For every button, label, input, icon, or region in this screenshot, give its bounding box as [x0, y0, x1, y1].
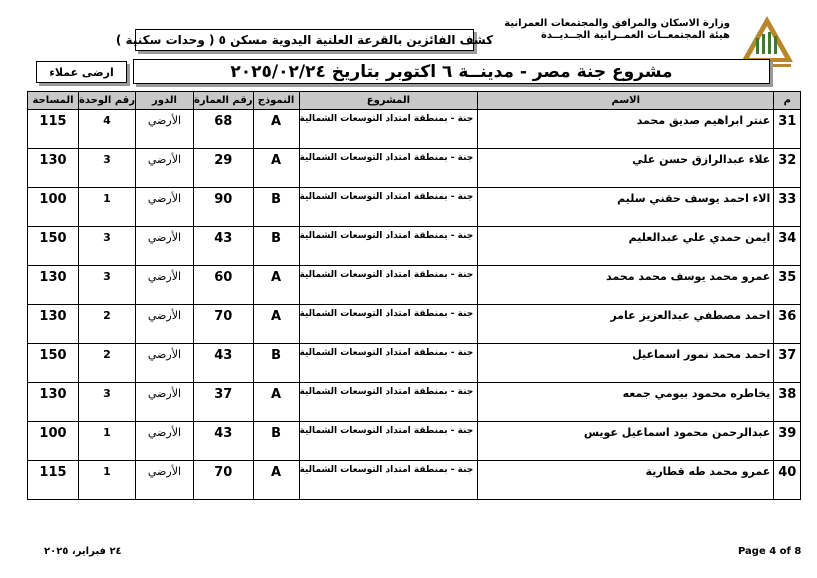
cell-num: 40: [774, 461, 801, 500]
table-row: [28, 188, 801, 227]
cell-floor: الأرضي: [135, 266, 193, 305]
cell-name: احمد محمد نمور اسماعيل: [478, 344, 774, 383]
cell-name: علاء عبدالرازق حسن علي: [478, 149, 774, 188]
cell-floor: الأرضي: [135, 227, 193, 266]
cell-project: جنة - بمنطقة امتداد التوسعات الشمالية: [299, 149, 478, 188]
table-header-row: [28, 92, 801, 110]
col-header-building: رقم العمارة: [193, 92, 253, 110]
cell-area: 150: [28, 344, 79, 383]
cell-name: عمرو محمد يوسف محمد محمد: [478, 266, 774, 305]
table-row: [28, 266, 801, 305]
page-number: Page 4 of 8: [738, 546, 802, 557]
cell-num: 36: [774, 305, 801, 344]
cell-unit: 2: [79, 344, 136, 383]
ministry-line-1: وزارة الاسكان والمرافق والمجتمعات العمرانية: [504, 18, 730, 29]
cell-project: جنة - بمنطقة امتداد التوسعات الشمالية: [299, 461, 478, 500]
cell-area: 130: [28, 305, 79, 344]
winners-table: [27, 91, 801, 500]
cell-project: جنة - بمنطقة امتداد التوسعات الشمالية: [299, 188, 478, 227]
col-header-model: النموذج: [253, 92, 299, 110]
cell-project: جنة - بمنطقة امتداد التوسعات الشمالية: [299, 383, 478, 422]
cell-name: الاء احمد يوسف حقني سليم: [478, 188, 774, 227]
table-row: [28, 422, 801, 461]
cell-floor: الأرضي: [135, 188, 193, 227]
cell-model: B: [253, 344, 299, 383]
cell-num: 34: [774, 227, 801, 266]
cell-project: جنة - بمنطقة امتداد التوسعات الشمالية: [299, 344, 478, 383]
cell-num: 38: [774, 383, 801, 422]
cell-floor: الأرضي: [135, 383, 193, 422]
cell-floor: الأرضي: [135, 422, 193, 461]
cell-unit: 3: [79, 149, 136, 188]
cell-name: احمد مصطفي عبدالعزيز عامر: [478, 305, 774, 344]
cell-unit: 1: [79, 188, 136, 227]
cell-area: 100: [28, 188, 79, 227]
report-title: كشف الفائزين بالقرعة العلنية اليدوية مسكن ٥ ( وحدات سكنية ): [135, 29, 474, 51]
col-header-name: الاسم: [478, 92, 774, 110]
cell-unit: 3: [79, 227, 136, 266]
table-row: [28, 227, 801, 266]
col-header-floor: الدور: [135, 92, 193, 110]
cell-floor: الأرضي: [135, 110, 193, 149]
cell-building: 43: [193, 227, 253, 266]
cell-area: 130: [28, 266, 79, 305]
cell-building: 37: [193, 383, 253, 422]
cell-building: 68: [193, 110, 253, 149]
col-header-unit: رقم الوحدة: [79, 92, 136, 110]
cell-model: A: [253, 149, 299, 188]
cell-unit: 3: [79, 383, 136, 422]
cell-area: 130: [28, 383, 79, 422]
cell-project: جنة - بمنطقة امتداد التوسعات الشمالية: [299, 305, 478, 344]
cell-model: A: [253, 110, 299, 149]
cell-num: 32: [774, 149, 801, 188]
table-row: [28, 344, 801, 383]
category-label: ارضى عملاء: [36, 61, 127, 83]
cell-area: 130: [28, 149, 79, 188]
col-header-num: م: [774, 92, 801, 110]
cell-unit: 4: [79, 110, 136, 149]
cell-num: 35: [774, 266, 801, 305]
cell-num: 39: [774, 422, 801, 461]
cell-floor: الأرضي: [135, 149, 193, 188]
table-row: [28, 149, 801, 188]
cell-area: 115: [28, 461, 79, 500]
cell-name: ايمن حمدي علي عبدالعليم: [478, 227, 774, 266]
cell-model: B: [253, 227, 299, 266]
cell-building: 29: [193, 149, 253, 188]
cell-unit: 3: [79, 266, 136, 305]
cell-project: جنة - بمنطقة امتداد التوسعات الشمالية: [299, 110, 478, 149]
cell-model: A: [253, 266, 299, 305]
cell-model: A: [253, 305, 299, 344]
cell-unit: 2: [79, 305, 136, 344]
cell-building: 70: [193, 305, 253, 344]
cell-building: 90: [193, 188, 253, 227]
cell-model: A: [253, 383, 299, 422]
cell-building: 43: [193, 344, 253, 383]
cell-unit: 1: [79, 461, 136, 500]
cell-area: 150: [28, 227, 79, 266]
cell-building: 70: [193, 461, 253, 500]
cell-floor: الأرضي: [135, 344, 193, 383]
cell-area: 100: [28, 422, 79, 461]
cell-area: 115: [28, 110, 79, 149]
cell-name: عنتر ابراهيم صديق محمد: [478, 110, 774, 149]
col-header-area: المساحة: [28, 92, 79, 110]
cell-floor: الأرضي: [135, 461, 193, 500]
cell-name: عمرو محمد طه قطارية: [478, 461, 774, 500]
footer-date: ٢٤ فبراير، ٢٠٢٥: [44, 546, 122, 557]
cell-name: عبدالرحمن محمود اسماعيل عويس: [478, 422, 774, 461]
cell-project: جنة - بمنطقة امتداد التوسعات الشمالية: [299, 227, 478, 266]
cell-model: B: [253, 188, 299, 227]
cell-building: 43: [193, 422, 253, 461]
cell-model: B: [253, 422, 299, 461]
table-row: [28, 110, 801, 149]
cell-project: جنة - بمنطقة امتداد التوسعات الشمالية: [299, 422, 478, 461]
table-row: [28, 383, 801, 422]
col-header-project: المشروع: [299, 92, 478, 110]
cell-unit: 1: [79, 422, 136, 461]
table-row: [28, 461, 801, 500]
cell-model: A: [253, 461, 299, 500]
cell-building: 60: [193, 266, 253, 305]
cell-num: 31: [774, 110, 801, 149]
ministry-line-2: هيئة المجتمعــات العمــرانية الجــديــدة: [541, 30, 730, 41]
project-heading: مشروع جنة مصر - مدينــة ٦ اكتوبر بتاريخ ٢٠٢٥/٠٢/٢٤: [133, 59, 770, 84]
ministry-name: [480, 18, 730, 42]
table-row: [28, 305, 801, 344]
cell-name: يخاطره محمود بيومي جمعه: [478, 383, 774, 422]
cell-num: 33: [774, 188, 801, 227]
cell-floor: الأرضي: [135, 305, 193, 344]
cell-num: 37: [774, 344, 801, 383]
cell-project: جنة - بمنطقة امتداد التوسعات الشمالية: [299, 266, 478, 305]
